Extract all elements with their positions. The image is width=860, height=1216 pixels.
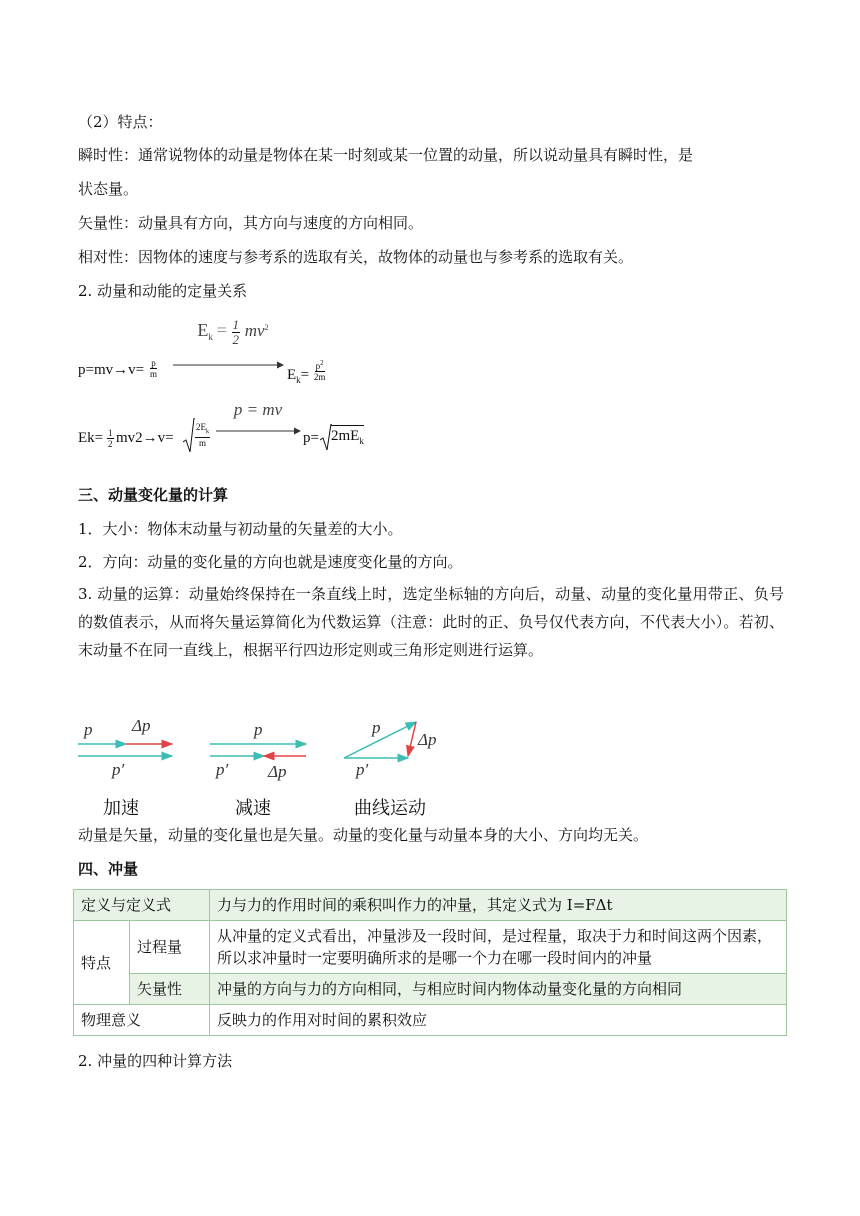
formula2-fraction: $\frac{1}{2}$ <box>108 428 113 449</box>
section4-heading: 四、冲量 <box>78 860 139 878</box>
formula2-left: Ek= <box>78 430 104 446</box>
sqrt-sign-1 <box>183 418 195 454</box>
table-row <box>74 1005 787 1036</box>
table-cell: 反映力的作用对时间的累积效应 <box>210 1005 787 1036</box>
table-row <box>74 890 787 921</box>
caption-curve: 曲线运动 <box>354 798 426 819</box>
vector-note: 动量是矢量，动量的变化量也是矢量。动量的变化量与动量本身的大小、方向均无关。 <box>78 826 649 844</box>
impulse-table <box>73 889 787 1036</box>
table-cell: 力与力的作用时间的乘积叫作力的冲量，其定义式为 I=FΔt <box>210 890 787 921</box>
features-heading: （2）特点： <box>78 113 163 131</box>
instantaneous-line1: 瞬时性：通常说物体的动量是物体在某一时刻或某一位置的动量，所以说动量具有瞬时性，是 <box>78 146 694 164</box>
table-cell: 物理意义 <box>74 1005 210 1036</box>
table-cell: 冲量的方向与力的方向相同，与相应时间内物体动量变化量的方向相同 <box>210 974 787 1005</box>
table-cell: 矢量性 <box>130 974 210 1005</box>
label-pp-1: p′ <box>112 760 125 779</box>
label-dp-2: Δp <box>268 762 287 781</box>
section3-heading: 三、动量变化量的计算 <box>78 486 229 504</box>
caption-accelerate: 加速 <box>103 798 139 819</box>
section3-item1: 1．大小：物体末动量与初动量的矢量差的大小。 <box>78 520 403 538</box>
formula2-mid: mv2→v= <box>116 430 174 446</box>
formula2-sqrt-fraction: $\frac{2E_k}{m}$ <box>196 422 209 448</box>
formula2-arrow <box>216 426 302 436</box>
label-dp-1: Δp <box>132 716 151 735</box>
formula2-right-sqrt: $2mE_k$ <box>331 425 364 446</box>
relativity-property: 相对性：因物体的速度与参考系的选取有关，故物体的动量也与参考系的选取有关。 <box>78 248 634 266</box>
section3-item3: 3. 动量的运算：动量始终保持在一条直线上时，选定坐标轴的方向后，动量、动量的变化量用带正、负号的数值表示，从而将矢量运算简化为代数运算（注意：此时的正、负号仅代表方向，不代表大小）。若初、末动量不在同一直线上，根据平行四边形定则或三角形定则进行运算。 <box>78 585 784 659</box>
instantaneous-line2: 状态量。 <box>78 180 139 198</box>
formula-momentum-to-energy: p=mv→v= $\frac{p}{m}$ $E_k$ = $\frac{1}{2}$ $mv^2$ $E_k=$ $\frac{p^2}{2m}$ <box>78 317 326 386</box>
caption-decelerate: 减速 <box>235 798 271 819</box>
table-row <box>74 974 787 1005</box>
label-pp-3: p′ <box>356 760 369 779</box>
table-cell: 从冲量的定义式看出，冲量涉及一段时间，是过程量，取决于力和时间这两个因素，所以求冲量时一定要明确所求的是哪一个力在哪一段时间内的冲量 <box>210 921 787 974</box>
label-dp-3: Δp <box>418 730 437 749</box>
formula1-right: $E_k=$ <box>287 367 310 386</box>
label-p-3: p <box>372 718 381 737</box>
label-pp-2: p′ <box>216 760 229 779</box>
impulse-methods-title: 2. 冲量的四种计算方法 <box>78 1052 233 1070</box>
table-cell: 特点 <box>74 921 130 1005</box>
vector-property: 矢量性：动量具有方向，其方向与速度的方向相同。 <box>78 214 424 232</box>
formula2-right: p= <box>303 430 319 446</box>
table-cell: 过程量 <box>130 921 210 974</box>
table-cell: 定义与定义式 <box>74 890 210 921</box>
formula1-fraction: $\frac{p}{m}$ <box>150 358 158 379</box>
formula2-arrow-label: p = mv <box>233 400 283 419</box>
formula1-left: p=mv→v= <box>78 362 145 378</box>
formula1-arrow-label: $E_k$ = $\frac{1}{2}$ $mv^2$ <box>197 317 269 347</box>
label-p-1: p <box>84 720 93 739</box>
table-row <box>74 921 787 974</box>
formula1-arrow <box>173 360 285 370</box>
formula-energy-to-momentum <box>78 400 398 460</box>
section3-item2: 2．方向：动量的变化量的方向也就是速度变化量的方向。 <box>78 553 463 571</box>
label-p-2: p <box>254 720 263 739</box>
relation-title: 2. 动量和动能的定量关系 <box>78 282 248 300</box>
